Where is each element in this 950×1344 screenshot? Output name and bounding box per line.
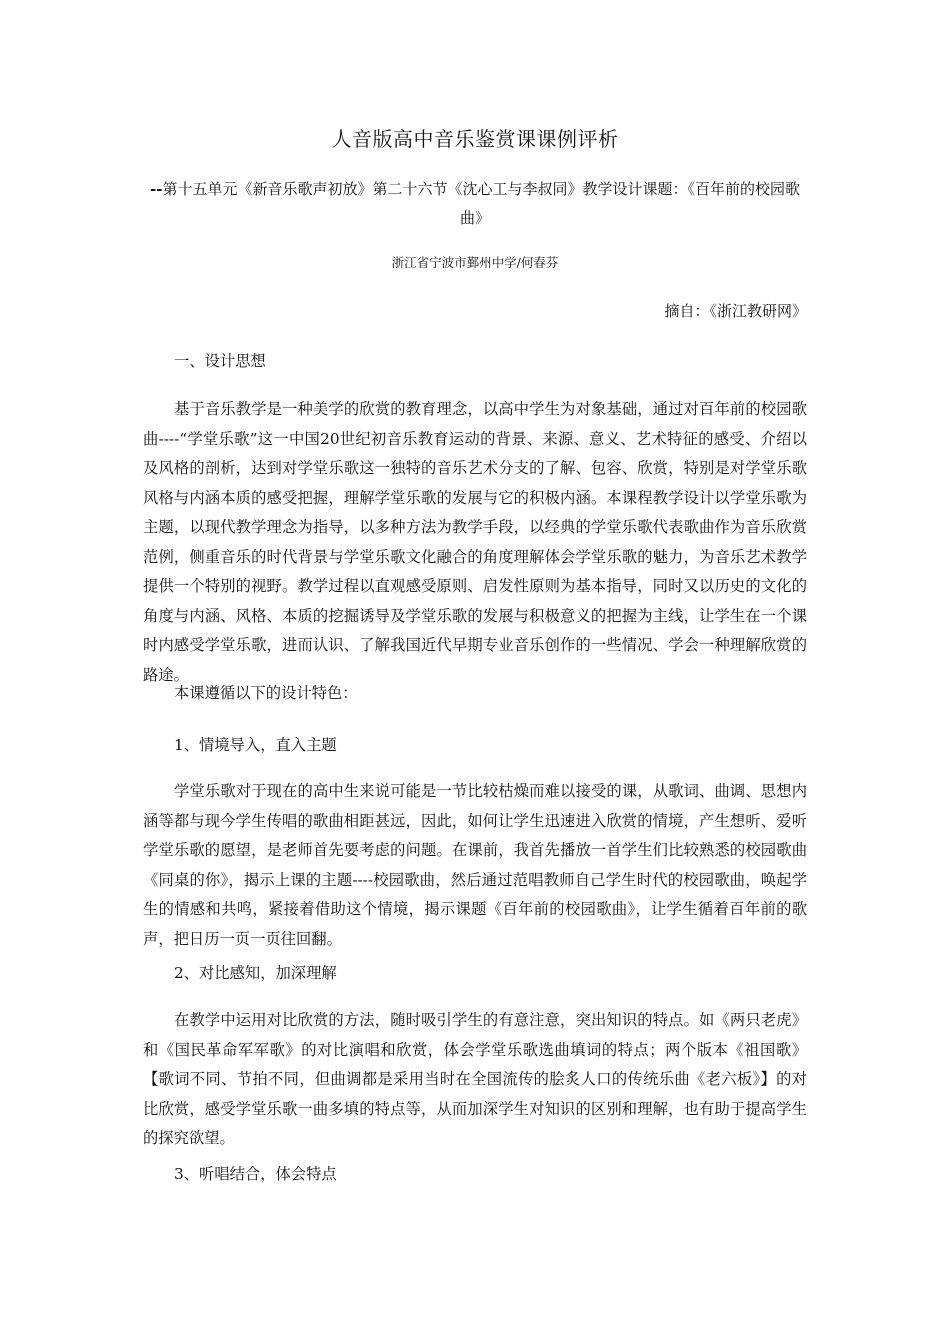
paragraph-feature-2: 在教学中运用对比欣赏的方法，随时吸引学生的有意注意，突出知识的特点。如《两只老虎》和《国民革命军军歌》的对比演唱和欣赏，体会学堂乐歌选曲填词的特点；两个版本《祖国歌》【歌词不同、节拍不同，但曲调都是采用当时在全国流传的脍炙人口的传统乐曲《老六板》】的对比欣赏，感受学堂乐歌一曲多填的特点等，从而加深学生对知识的区别和理解，也有助于提高学生的探究欲望。 <box>143 1011 807 1147</box>
subtitle-text: 第十五单元《新音乐歌声初放》第二十六节《沈心工与李叔同》教学设计课题：《百年前的校园歌曲》 <box>162 180 800 227</box>
features-intro: 本课遵循以下的设计特色： <box>174 684 358 702</box>
section-heading-design-idea: 一、设计思想 <box>174 352 266 370</box>
feature-heading-1: 1、情境导入，直入主题 <box>174 736 337 754</box>
paragraph-design-idea: 基于音乐教学是一种美学的欣赏的教育理念，以高中学生为对象基础，通过对百年前的校园歌曲----“学堂乐歌”这一中国20世纪初音乐教育运动的背景、来源、意义、艺术特征的感受、介绍以及风格的剖析，达到对学堂乐歌这一独特的音乐艺术分支的了解、包容、欣赏，特别是对学堂乐歌风格与内涵本质的感受把握，理解学堂乐歌的发展与它的积极内涵。本课程教学设计以学堂乐歌为主题，以现代教学理念为指导，以多种方法为教学手段，以经典的学堂乐歌代表歌曲作为音乐欣赏范例，侧重音乐的时代背景与学堂乐歌文化融合的角度理解体会学堂乐歌的魅力，为音乐艺术教学提供一个特别的视野。教学过程以直观感受原则、启发性原则为基本指导，同时又以历史的文化的角度与内涵、风格、本质的挖掘诱导及学堂乐歌的发展与积极意义的把握为主线，让学生在一个课时内感受学堂乐歌，进而认识、了解我国近代早期专业音乐创作的一些情况、学会一种理解欣赏的路途。 <box>143 400 807 684</box>
document-title: 人音版高中音乐鉴赏课课例评析 <box>331 127 619 151</box>
feature-heading-2: 2、对比感知，加深理解 <box>174 964 337 982</box>
document-subtitle <box>143 175 807 233</box>
source-line: 摘自：《浙江教研网》 <box>664 302 807 320</box>
feature-heading-3: 3、听唱结合，体会特点 <box>174 1165 337 1183</box>
author-line: 浙江省宁波市鄞州中学/何春芬 <box>391 255 559 270</box>
subtitle-dash: -- <box>150 180 163 198</box>
paragraph-feature-1: 学堂乐歌对于现在的高中生来说可能是一节比较枯燥而难以接受的课，从歌词、曲调、思想内涵等都与现今学生传唱的歌曲相距甚远，因此，如何让学生迅速进入欣赏的情境，产生想听、爱听学堂乐歌的愿望，是老师首先要考虑的问题。在课前，我首先播放一首学生们比较熟悉的校园歌曲《同桌的你》，揭示上课的主题----校园歌曲，然后通过范唱教师自己学生时代的校园歌曲，唤起学生的情感和共鸣，紧接着借助这个情境，揭示课题《百年前的校园歌曲》，让学生循着百年前的歌声，把日历一页一页往回翻。 <box>143 782 807 948</box>
